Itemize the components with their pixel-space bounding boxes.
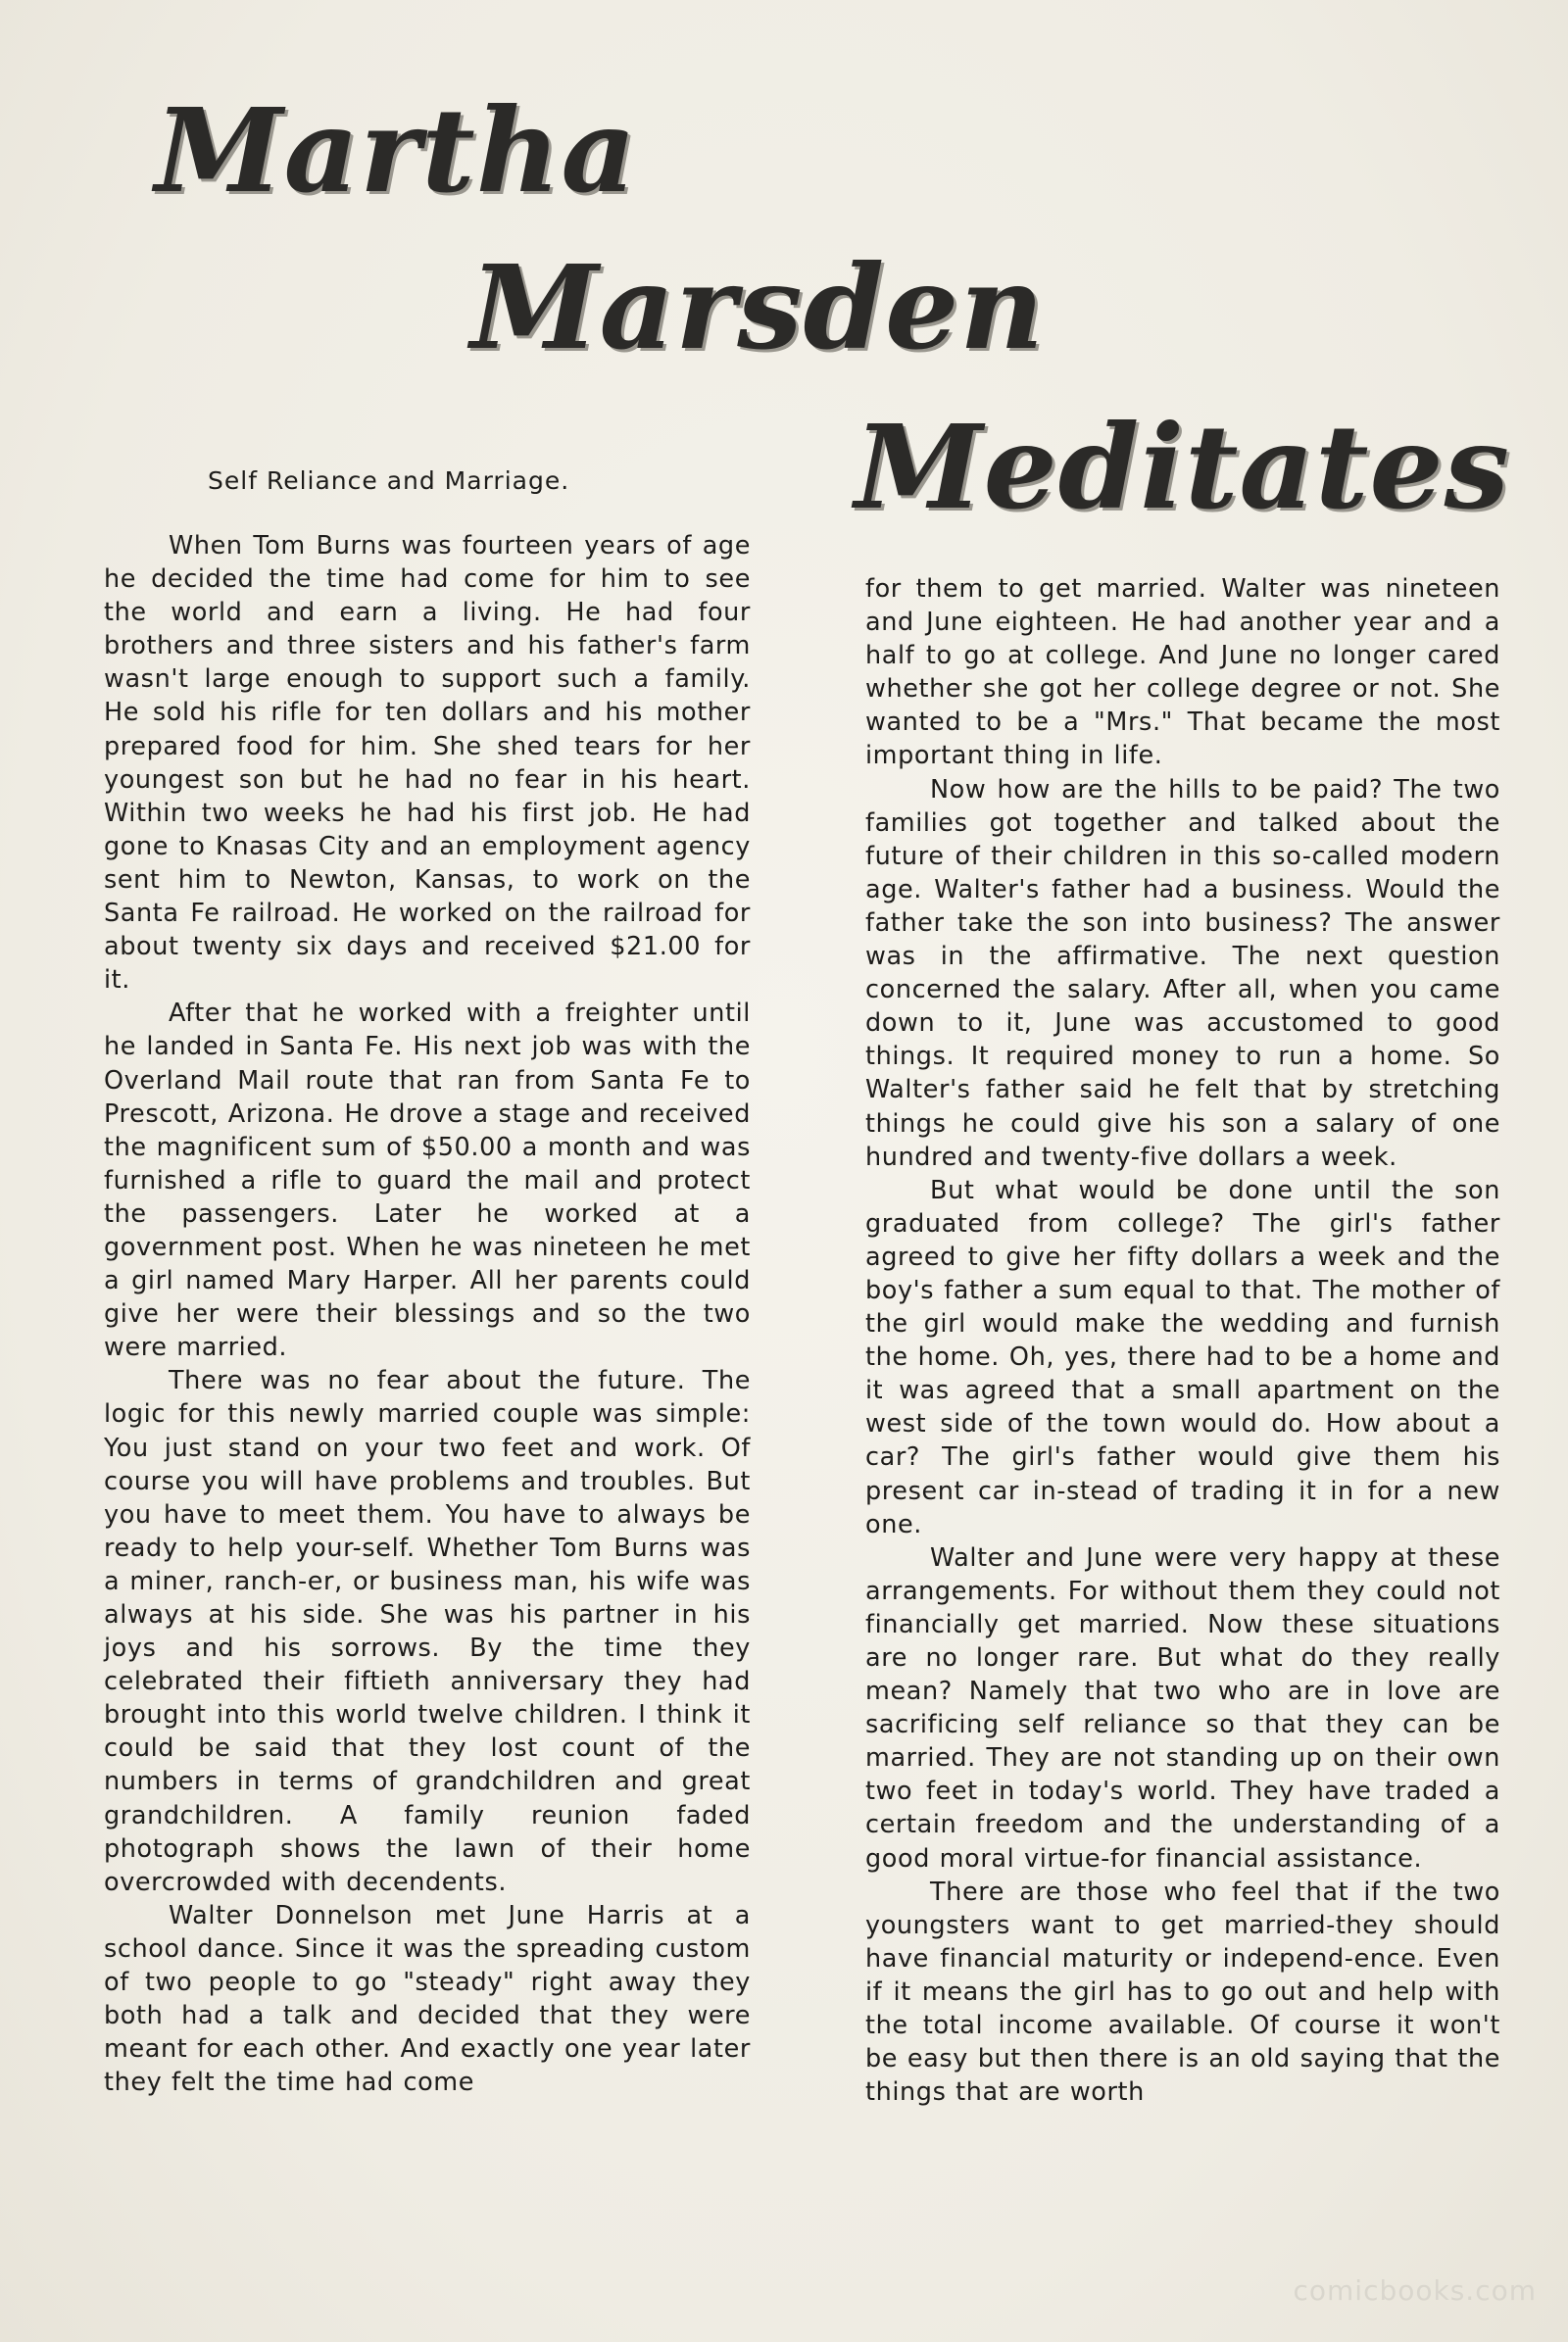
paragraph: When Tom Burns was fourteen years of age he decided the time had come for him to see the world and earn a living. He had four brothers and three sisters and his father's farm wasn't large enough to support such a family. He sold his rifle for ten dollars and his mother prepared food for him. She shed tears for her youngest son but he had no fear in his heart. Within two weeks he had his first job. He had gone to Knasas City and an employment agency sent him to Newton, Kansas, to work on the Santa Fe railroad. He worked on the railroad for about twenty six days and received $21.00 for it. xyxy=(104,531,751,996)
paragraph: Walter and June were very happy at these arrangements. For without them they could not financially get married. Now these situations are no longer rare. But what do they really mean? Namely that two who are in love are sacrificing self reliance so that they can be married. They are not standing up on their own two feet in today's world. They have traded a certain freedom and the understanding of a good moral virtue-for financial assistance. xyxy=(865,1542,1500,1874)
paragraph: for them to get married. Walter was nineteen and June eighteen. He had another year and a half to go at college. And June no longer cared whether she got her college degree or not. She wanted to be a "Mrs." That became the most important thing in life. xyxy=(865,574,1500,771)
paragraph: There was no fear about the future. The logic for this newly married couple was simple: You just stand on your two feet and work. Of course you will have problems and troubles. But you have to meet them. You have to always be ready to help your-self. Whether Tom Burns was a miner, ranch-er, or business man, his wife was always at his side. She was his partner in his joys and his sorrows. By the time they celebrated their fiftieth anniversary they had brought into this world twelve children. I think it could be said that they lost count of the numbers in terms of grandchildren and great grandchildren. A family reunion faded photograph shows the lawn of their home overcrowded with decendents. xyxy=(104,1366,751,1897)
subtitle: Self Reliance and Marriage. xyxy=(208,466,570,495)
paragraph: Now how are the hills to be paid? The two families got together and talked about the future of their children in this so-called modern age. Walter's father had a business. Would the father take the son into business? The answer was in the affirmative. The next question concerned the salary. After all, when you came down to it, June was accustomed to good things. It required money to run a home. So Walter's father said he felt that by stretching things he could give his son a salary of one hundred and twenty-five dollars a week. xyxy=(865,774,1500,1172)
paragraph: But what would be done until the son graduated from college? The girl's father agreed to give her fifty dollars a week and the boy's father a sum equal to that. The mother of the girl would make the wedding and furnish the home. Oh, yes, there had to be a home and it was agreed that a small apartment on the west side of the town would do. How about a car? The girl's father would give them his present car in-stead of trading it in for a new one. xyxy=(865,1175,1500,1539)
watermark: comicbooks.com xyxy=(1293,2274,1537,2307)
paragraph: After that he worked with a freighter until he landed in Santa Fe. His next job was with the Overland Mail route that ran from Santa Fe to Prescott, Arizona. He drove a stage and received the magnificent sum of $50.00 a month and was furnished a rifle to guard the mail and protect the passengers. Later he worked at a government post. When he was nineteen he met a girl named Mary Harper. All her parents could give her were their blessings and so the two were married. xyxy=(104,999,751,1363)
left-column xyxy=(104,529,751,2099)
title-line-1: Martha xyxy=(155,82,638,219)
right-column xyxy=(865,572,1500,2109)
title-line-2: Marsden xyxy=(470,239,1046,375)
paragraph: Walter Donnelson met June Harris at a school dance. Since it was the spreading custom of two people to go "steady" right away they both had a talk and decided that they were meant for each other. And exactly one year later they felt the time had come xyxy=(104,1900,751,2098)
paragraph: There are those who feel that if the two youngsters want to get married-they should have financial maturity or independ-ence. Even if it means the girl has to go out and help with the total income available. Of course it won't be easy but then there is an old saying that the things that are worth xyxy=(865,1877,1500,2108)
title-line-3: Meditates xyxy=(855,399,1511,535)
